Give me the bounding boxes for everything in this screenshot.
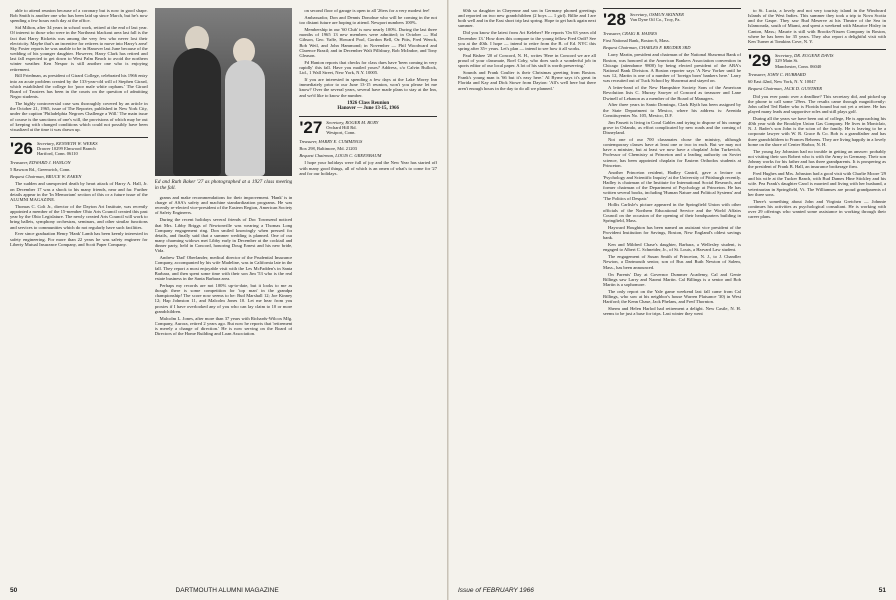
secretary-line: Secretary, DR. EUGENE DAVIS xyxy=(774,53,834,59)
paragraph: on second floor of garage is open to all '26ers for a very modest fee! xyxy=(304,8,430,13)
address-line: 329 Main St. xyxy=(774,58,799,64)
address-line: Manchester, Conn. 06040 xyxy=(774,63,822,69)
bequest-line: Bequest Chairman, CHARLES F. BRUDER 3RD xyxy=(603,45,691,51)
paragraph: The highly controversial case was thoroughly covered by an article in the October 21, 1965, issue of The Reporter, published in New York City, under the caption 'Philadelphia Negroes Challenge a Will.' The main issue of course is the sanctions of one's will, the provisions of which may be out of keeping with changed conditions which could not possibly have been visualized at the time it was drawn up. xyxy=(10,101,148,132)
paragraph: Malcolm L. Jones, after more than 37 years with Richards-Wilcox Mfg. Company, Aurora, retired 2 years ago. But now he reports that 'retirement is merely a change of direction.' He is now serving on the Board of Directors of the Home Building and Loan Association. xyxy=(154,315,293,337)
bequest-line: Bequest Chairman, LOUIS C. GREENBAUM xyxy=(299,153,382,159)
paragraph: grams and make recommendations for their improvement. 'Hank' is in charge of ASA's safety and machine standardization programs. He was recently re-elected vice-president of the Eastern Region, American Society of Safety Engineers. xyxy=(154,195,293,216)
paragraph: The only report on the Yale game weekend last fall came from Cal Billings, who saw at his neighbor's house Warren Plaisance '30) in West Hartford; the Kenn Chase, Jack Phelans, and Fred Thornton. xyxy=(603,288,741,305)
treasurer-line: Treasurer, HARRY E. CUMMINGS xyxy=(299,139,363,144)
right-footer xyxy=(458,587,886,594)
paragraph: Ever since graduation Henry 'Hank' Lamb has been keenly interested in safety engineering. For more than 22 years he was safety engineer for Liberty Mutual Insurance Company, and Scott Paper Company. xyxy=(10,231,148,247)
class-photo xyxy=(155,8,293,176)
paragraph: There's something about John and Virginia Gretchen — Johnnie continues his activities as psychological consultant. He is working with over 29 offerings who wanted some assistance in working through their career plans. xyxy=(748,198,886,220)
footer-title: Issue of FEBRUARY 1966 xyxy=(458,587,534,594)
paragraph: to St. Lucia, a lovely and not very touristy island in the Windward Islands of the West Indies. This summer they took a trip to Nova Scotia and the Gaspe. They saw Bud Meserve at his Theatre of the Sea in Islamorada, south of Miami, and spent a weekend with Maurice Hisley in Canton, Mass.; Maurie is still with Brooks-Nissen Company in Boston, where he has been for 35 years. They also report a delightful visit with Ken Turner at Tomkins Cove, N. Y. xyxy=(748,8,886,44)
secretary-line: Secretary, ROGER M. BURY xyxy=(326,120,379,125)
class-year: '27 xyxy=(299,118,323,137)
right-page xyxy=(448,0,896,600)
address-line: Drawer 10299 Elmwood Branch xyxy=(36,146,96,152)
paragraph: Sherm and Helen Harlod had retirement a delight. New Castle, N. H. seems to be just a base for trips. Last winter they went xyxy=(603,306,741,317)
paragraph: Thomas C. Colt Jr., director of the Dayton Art Institute, was recently appointed a member of the 15-member Ohio Arts Council created this past year by the Ohio Legislature. The newly created Arts Council will work to bring ballets, symphony orchestras, seminars, and other similar functions and services to communities which do not regularly have such facilities. xyxy=(10,203,148,230)
address-line: Hartford, Conn. 06110 xyxy=(36,151,78,157)
paragraph: Fd Hanion reports that checks for class dues have 'been coming in very rapidly' this fall. Have you mailed yours? Address, c/o Calvin Bullock, Ltd., 1 Wall Street, New York, N.Y. 10005. xyxy=(299,59,438,76)
class-26-heading xyxy=(10,137,148,157)
bequest-line: Bequest Chairman, JACK D. GUNTHER xyxy=(748,86,822,92)
paragraph: 60th so daughter in Cheyenne and son in Germany phoned greetings and reported on two new grandchildren (2 boys — 1 girl). Billie and I are both well and in the East short trip last spring. Hope to get back again next summer. xyxy=(458,8,596,29)
right-column-2 xyxy=(603,8,741,576)
page-number: 50 xyxy=(10,587,18,594)
paragraph: On Parents' Day at Governor Dummer Academy, Cal and Genie Billings saw Larry and Naomi Martin. Cal Billings is a senior and Bob Martin is a sophomore. xyxy=(603,271,741,287)
paragraph: If you are interested in spending a few days at the Lake Morey Inn immediately prior to our June 13-15 reunion, won't you please let me know? Over the several years, several have made plans to stay at the Inn, and we'd like to know the number. xyxy=(299,77,438,98)
paragraph: able to attend reunion because of a coronary but is now in good shape. Bob Smith is another one who has been laid up since March, but he's now spending a few hours each day at the office. xyxy=(10,8,148,24)
paragraph: Another Princeton resident, Hadley Cantril, gave a lecture on 'Psychology and Scientific Inquiry' at the University of Pittsburgh recently. Hadley is chairman of the Institute for International Social Research, and former chairman of the Department of Psychology at Princeton. He has written several books, including 'Human Nature and Political Systems' and 'The Politics of Despair.' xyxy=(603,169,741,201)
secretary-line: Secretary, KENNETH W. WEEKS xyxy=(36,140,98,146)
paragraph: During all the years we have been out of college, He is approaching his 40th year with the Brooklyn Union Gas Company. He lives in Montclair, N. J. Bader's son John is the scion of the family. He is leaving to be a corporate lawyer with W. R. Grace & Co. Bob is a grandfather and has three grandchildren to Frances Behrens. They are living happily in a lovely home on the shore of Center Harbor, N. H. xyxy=(748,115,886,147)
right-column-3 xyxy=(748,8,886,576)
paragraph: After three years in Santo Domingo, Clark Blyth has been assigned by the State Department to Mexico, where his address is: Avenida Constituyentes No. 105, Mexico, D.F. xyxy=(603,102,741,118)
address-line: First National Bank, Boston 6, Mass. xyxy=(603,38,670,44)
address-line: Box 298, Baltimore, Md. 21203 xyxy=(299,146,357,152)
paragraph: Andrew 'Dad' Oberlander, medical director of the Prudential Insurance Company, accompanied by his wife Madeline, was in California late in the fall. They report a most enjoyable visit with the Les McFadden's in Santa Barbara, and then spent some time with their son Jim '53 who is the real estate business in the Santa Barbara area. xyxy=(154,255,293,281)
class-29-heading xyxy=(748,49,886,69)
treasurer-line: Treasurer, EDWARD J. HANLON xyxy=(10,159,71,165)
address-line: Van Dyne Oil Co., Troy, Pa. xyxy=(629,17,681,23)
address-line: Orchard Hill Rd. xyxy=(326,125,357,131)
paragraph: Fred Hughes and Mrs. Johnston had a good visit with Charlie Moore '29 and his wife at the Tucker Ranch, with Bud Dames Hine Stickley and his wife. Pea Frank's daughter Carol is married and living with her husband, a veterinarian in Springfield, Vt. The Williamses are proud grandparents of her three sons. xyxy=(748,171,886,197)
class-27-heading xyxy=(299,116,437,136)
address-line: 5 Rawson Rd., Greenwich, Conn. xyxy=(10,167,71,173)
paragraph: Ken and Mildred Chase's daughter, Barbara, a Wellesley student, is engaged to Albert C. Schneider, Jr., of St. Louis, a Harvard Law student. xyxy=(603,242,741,253)
person-figure xyxy=(173,48,221,176)
class-year: '26 xyxy=(10,138,33,158)
paragraph: Hayward Houghton has been named an assistant vice president of the Provident Institution for Savings, Boston, New England's oldest savings bank. xyxy=(603,224,741,241)
treasurer-line: Treasurer, CRAIG B. HAINES xyxy=(603,31,658,36)
address-line: 60 East 42nd, New York, N. Y. 10047 xyxy=(748,79,816,85)
paragraph: Not one of our 700 classmates chose the ministry, although contemporary classes have at least one or two in each. But we may not have a minister, but at least we now have a chaplain! John Turkevich, Professor of Chemistry at Princeton and a leading authority on Soviet science, has been appointed chaplain for Eastern Orthodox students at Princeton. xyxy=(603,137,741,168)
reunion-subtitle: Hanover — June 13-15, 1966 xyxy=(337,105,400,111)
paragraph: A letter-head of the New Hampshire Society Sons of the American Revolution lists C. Murray Sawyer of Concord as treasurer and Lane Dwinell of Lebanon as a member of the Board of Managers. xyxy=(603,85,741,101)
right-column-1 xyxy=(458,8,596,576)
left-footer xyxy=(10,587,437,594)
paragraph: Did you know the latest from Art Keleher? He reports 'On 63 years old December 13.' How does this compare to the young fellow Fred Ordf? See you at the 40th. I hope — intend to retire from the B. of Ed. NYC this spring after 35+ years. Let's plan — intend to see how it all works. xyxy=(458,30,596,51)
left-column-3 xyxy=(299,8,437,576)
paragraph: Jim Fassett is living in Coral Gables and trying to dispose of his orange grove in Orlando, as effort complicated by new roads and the coming of Disneyland. xyxy=(603,119,741,136)
treasurer-line: Treasurer, JOHN C. HUBBARD xyxy=(748,72,806,78)
paragraph: Membership in our '60 Club' is now nearly 100%. During the last three months of 1965 13 new members were admitted; in October — Hal Gibson, Geo. Yaffe, Howard Pool, Gordon Bell, Oz Pitts, Fred Wenck, Bob Weil, and John Hammond; in November — Phil Woodward and Clarence Brazil; and in December Walt Pillsbury, Bob McIndoe, and Tony Gleason. xyxy=(299,27,438,58)
footer-title: DARTMOUTH ALUMNI MAGAZINE xyxy=(175,587,279,594)
left-column-2 xyxy=(155,8,293,576)
paragraph: Hollis Carlisle's picture appeared in the Springfield Union with other officials of the Northern Educational Service and the World Affairs Council on the occasion of the opening of their headquarters building in Springfield, Mass. xyxy=(603,202,741,223)
paragraph: Paul Bisbee '20 of Concord, N. H., writes 'Here in Concord we are all proud of your classmate, Roel Coby, who does such a wonderful job in sports editor of our local paper. A lot of his stuff is worth preserving.' xyxy=(458,52,596,69)
page-number: 51 xyxy=(878,587,886,594)
class-year: '29 xyxy=(748,51,771,71)
secretary-line: Secretary, OSMUN SKINNER xyxy=(629,12,684,17)
class-28-heading xyxy=(603,8,741,28)
paragraph: The young Jay Johnston had no trouble in getting an answer: probably not visiting their son Robert who is with the Army in Germany. Their son Johnny works for his father and has three grandparents. It is prospering as the president of Frank B. Hall, an insurance brokerage firm. xyxy=(748,148,886,170)
paragraph: Perhaps my records are not 100% up-to-date, but it looks to me as though there is some competition for 'top man' in the grandpa championship! The score now seems to be: Bud Marshall 12; Joe Kinney 12; Hap Johnston 11, and Malcolm Jones 10. Let me hear from you proxies if I have overlooked any of you who can lay claim to 10 or more grandchildren. xyxy=(154,282,293,314)
person-figure xyxy=(225,60,265,176)
paragraph: Bill Friedman, as president of Girard College, celebrated his 1966 entry into an acute problem created by the 133-year-old will of Stephen Girard, which established the college for 'poor male white orphans.' The Girard Board of Trustees has been in the courts on the question of admitting Negro students. xyxy=(10,73,148,100)
reunion-title: 1926 Class Reunion xyxy=(347,100,390,106)
left-column-1 xyxy=(10,8,148,576)
paragraph: During the recent holidays several friends of Doc Townsend noticed that Mrs. Libby Briggs of Newtonville was wearing a Thomas Long Company engagement ring. Don smiled knowingly when pressed for details, and finally said that a summer wedding is planned. One of our many charming widows met Libby early in December at the cocktail and dinner party, held in Concord, honoring Doug Ernest and his new bride, Vida. xyxy=(154,217,293,254)
bequest-line: Bequest Chairman, BRUCE W. EAKEN xyxy=(10,174,82,180)
photo-caption: Ed and Ruth Baker '27 as photographed at a 1927 class meeting in the fall. xyxy=(154,179,293,191)
paragraph: The sudden and unexpected death by heart attack of Harry A. Hall, Jr. on December 17 was a shock to his many friends, near and far. Further details appear in the 'In Memoriam' section of this or a future issue of the ALUMNI MAGAZINE. xyxy=(10,181,148,202)
paragraph: The engagement of Susan Smith of Princeton, N. J., to J. Chandler Newton, a Dartmouth senior, son of Bus and Ruth Newton of Salem, Mass., has been announced. xyxy=(603,254,741,270)
paragraph: Sid Milton, after 34 years in school work, retired at the end of last year. Of interest to those who were in the Northeast blackout area last fall is the fact that Harry Ricketts was among the very few who never lost their electricity. Maybe that's an incentive for retirees to move into Harry's area! Sky Foster reports he was unable to be in Hanover last June because of the wedding of his younger daughter. However, Harry Clark has retired and last fall expected to get down to West Palm Beach to avoid the northern winter weather. Ken Nespor is still another one who is enjoying retirement. xyxy=(10,25,148,72)
paragraph: I hope your holidays were full of joy and the New Year has started off with many good things, all of which is an omen of what's to come for '27 and for our holidays. xyxy=(299,160,438,176)
paragraph: Larry Martin, president and chairman of the National Shawmut Bank of Boston, was honored at the American Bankers Association convention in Chicago (attendance 9800) by being elected president of the ABA's National Bank Division. A Boston reporter says 'A New Yorker until he was 12, Martin is one of a number of 'foreign born' bankers here.' Larry was recruited out of Tuck School by Shawmut and stayed on. xyxy=(603,52,741,84)
address-line: Westport, Conn. xyxy=(326,130,356,136)
paragraph: Sounds and Frank Coulter is their Christmas greeting from Boston. Frank's young man is '66 but it's easy here.' Al Byrne says it's great in Florida and Kay and Dick Stowe from Dayton: 'All's well here but there aren't enough hours in the day to do all we planned.' xyxy=(458,70,596,91)
paragraph: Did you ever panic over a deadline? This secretary did, and picked up the phone to call some '29ers. The results came through magnificently: John called Ted Bader who is Florida bound but not yet a retiree. He has played many leads and supportive roles and still plays golf. xyxy=(748,93,886,115)
class-year: '28 xyxy=(603,10,626,29)
paragraph: Ambassador, Don and Dennis Donohue who will be coming in the not too distant future are hoping to attend. Newport numbers 100%. xyxy=(299,14,438,26)
